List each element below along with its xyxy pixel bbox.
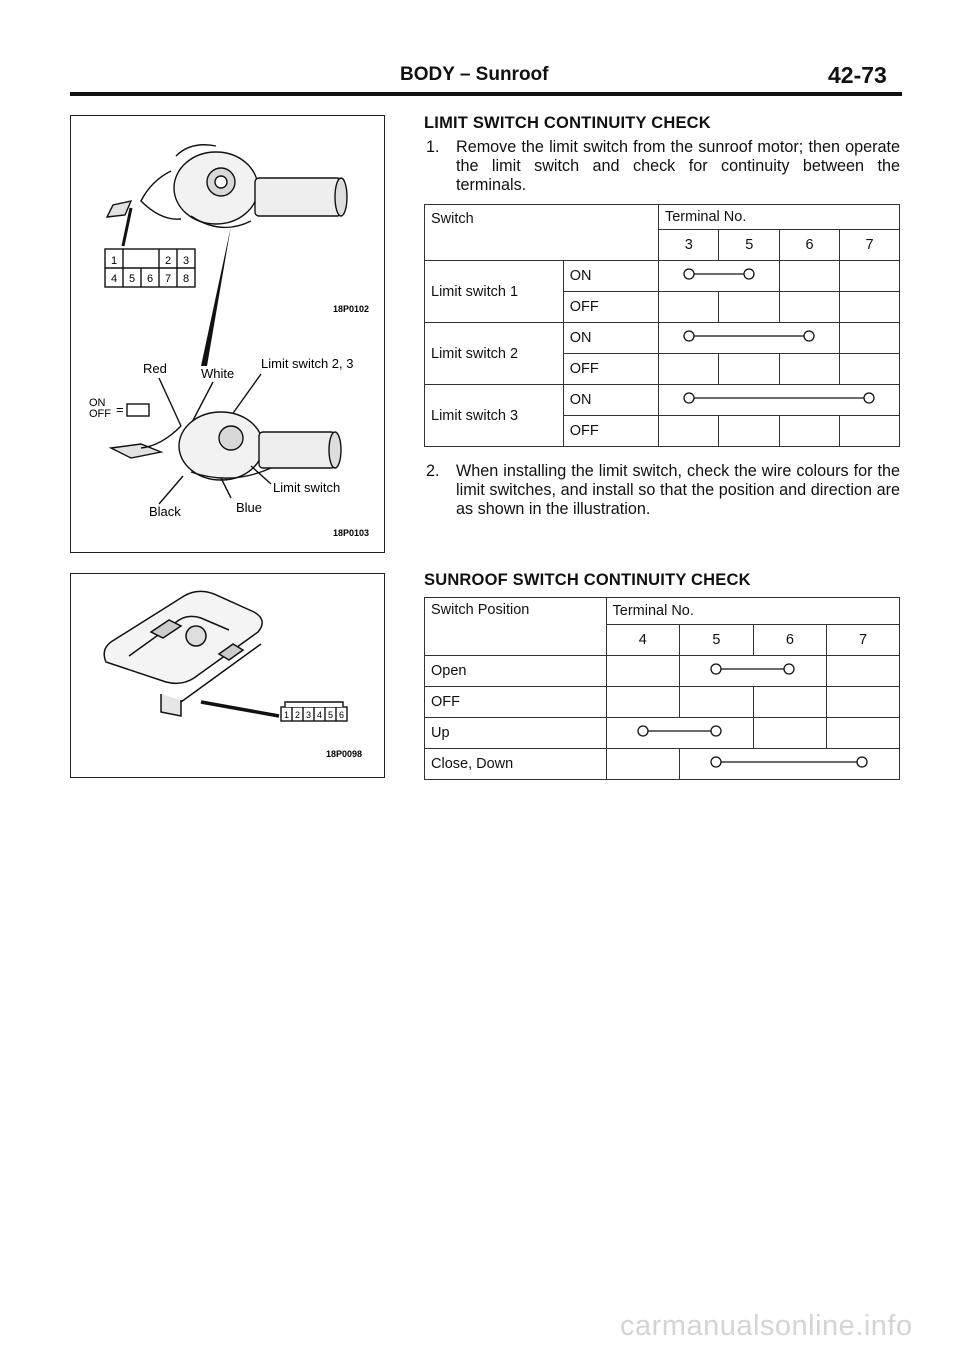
continuity-4-5 bbox=[606, 718, 753, 749]
figure-code-bottom: 18P0103 bbox=[333, 528, 370, 538]
terminal-5: 5 bbox=[680, 625, 754, 656]
label-white: White bbox=[201, 366, 235, 381]
row-limit-switch-1: Limit switch 1 bbox=[425, 261, 564, 323]
header-switch-position: Switch Position bbox=[425, 598, 607, 656]
header-switch: Switch bbox=[425, 205, 659, 261]
state-off: OFF bbox=[563, 292, 658, 323]
pin-7: 7 bbox=[164, 273, 172, 285]
step-2 bbox=[426, 462, 900, 522]
switch-pin-2: 2 bbox=[294, 710, 301, 720]
switch-pin-6: 6 bbox=[338, 710, 345, 720]
switch-symbol bbox=[127, 404, 149, 416]
state-off: OFF bbox=[563, 416, 658, 447]
label-off: OFF bbox=[89, 408, 111, 420]
limit-switch-table bbox=[424, 204, 900, 447]
pin-2: 2 bbox=[164, 255, 172, 267]
continuity-3-7 bbox=[658, 385, 899, 416]
terminal-6: 6 bbox=[779, 230, 839, 261]
section-title-limit-switch: LIMIT SWITCH CONTINUITY CHECK bbox=[424, 114, 711, 132]
header-terminal: Terminal No. bbox=[606, 598, 900, 625]
label-blue: Blue bbox=[236, 500, 263, 515]
step-1-number: 1. bbox=[426, 138, 440, 156]
continuity-line bbox=[607, 722, 753, 740]
switch-pin-5: 5 bbox=[327, 710, 334, 720]
pin-3: 3 bbox=[182, 255, 190, 267]
row-close-down: Close, Down bbox=[425, 749, 607, 780]
figure-limit-switch bbox=[70, 115, 385, 553]
terminal-4: 4 bbox=[606, 625, 680, 656]
label-on: ON bbox=[89, 397, 106, 409]
pointer-wedge bbox=[201, 226, 231, 366]
step-2-text: When installing the limit switch, check the wire colours for the limit switches, and install so that the position and direction are as shown in the illustration. bbox=[456, 462, 900, 518]
row-limit-switch-2: Limit switch 2 bbox=[425, 323, 564, 385]
connector-6pin bbox=[281, 702, 347, 721]
pin-8: 8 bbox=[182, 273, 190, 285]
sunroof-switch-drawing bbox=[104, 591, 262, 716]
figure-code-switch: 18P0098 bbox=[326, 749, 363, 759]
continuity-line bbox=[680, 660, 826, 678]
pin-5: 5 bbox=[128, 273, 136, 285]
page-number: 42-73 bbox=[828, 62, 887, 88]
continuity-5-6 bbox=[680, 656, 827, 687]
label-red: Red bbox=[143, 361, 167, 376]
continuity-line bbox=[659, 264, 779, 284]
label-limit-switch-2-3: Limit switch 2, 3 bbox=[261, 356, 354, 371]
row-open: Open bbox=[425, 656, 607, 687]
state-on: ON bbox=[563, 323, 658, 354]
watermark: carmanualsonline.info bbox=[620, 1310, 913, 1342]
pin-4: 4 bbox=[110, 273, 118, 285]
switch-pin-4: 4 bbox=[316, 710, 323, 720]
terminal-7: 7 bbox=[839, 230, 899, 261]
header-terminal: Terminal No. bbox=[658, 205, 899, 230]
switch-pin-1: 1 bbox=[283, 710, 290, 720]
row-limit-switch-3: Limit switch 3 bbox=[425, 385, 564, 447]
step-2-number: 2. bbox=[426, 462, 440, 480]
switch-illustration bbox=[71, 574, 384, 777]
terminal-5: 5 bbox=[719, 230, 780, 261]
pin-6: 6 bbox=[146, 273, 154, 285]
state-off: OFF bbox=[563, 354, 658, 385]
state-on: ON bbox=[563, 385, 658, 416]
pin-1: 1 bbox=[110, 255, 118, 267]
state-on: ON bbox=[563, 261, 658, 292]
figure-sunroof-switch bbox=[70, 573, 385, 778]
header-rule bbox=[70, 92, 902, 96]
terminal-3: 3 bbox=[658, 230, 719, 261]
motor-illustration bbox=[71, 116, 384, 552]
continuity-3-5 bbox=[658, 261, 779, 292]
terminal-6: 6 bbox=[753, 625, 826, 656]
continuity-line bbox=[659, 388, 899, 408]
sunroof-motor-top-drawing bbox=[107, 145, 347, 228]
step-1 bbox=[426, 138, 900, 198]
switch-pin-3: 3 bbox=[305, 710, 312, 720]
sunroof-switch-table bbox=[424, 597, 900, 780]
section-title-sunroof-switch: SUNROOF SWITCH CONTINUITY CHECK bbox=[424, 571, 751, 589]
continuity-line bbox=[680, 753, 899, 771]
step-1-text: Remove the limit switch from the sunroof motor; then operate the limit switch and check for continuity between the terminals. bbox=[456, 138, 900, 194]
continuity-line bbox=[659, 326, 839, 346]
continuity-5-7 bbox=[680, 749, 900, 780]
continuity-3-6 bbox=[658, 323, 839, 354]
page-header-title: BODY – Sunroof bbox=[400, 64, 549, 85]
svg-text:=: = bbox=[116, 402, 124, 417]
label-limit-switch: Limit switch bbox=[273, 480, 341, 495]
label-black: Black bbox=[149, 504, 181, 519]
row-off: OFF bbox=[425, 687, 607, 718]
row-up: Up bbox=[425, 718, 607, 749]
terminal-7: 7 bbox=[827, 625, 900, 656]
figure-code-top: 18P0102 bbox=[333, 304, 370, 314]
